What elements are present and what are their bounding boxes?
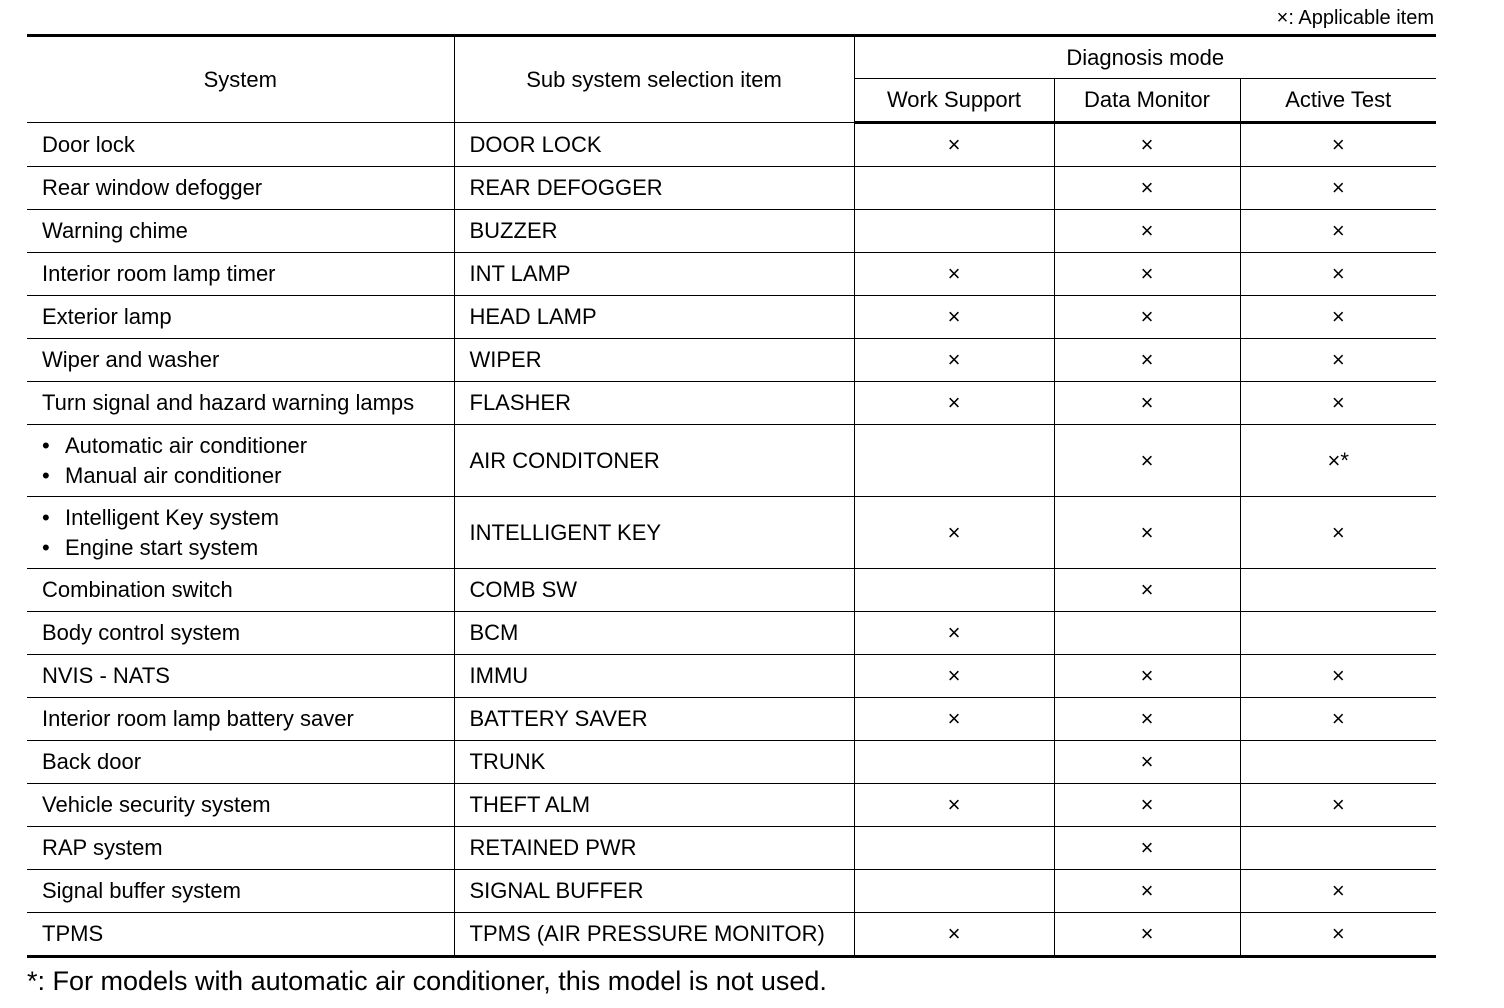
- data-monitor-cell: ×: [1054, 569, 1240, 612]
- active-test-cell: ×: [1240, 167, 1436, 210]
- data-monitor-cell: ×: [1054, 698, 1240, 741]
- data-monitor-cell: ×: [1054, 784, 1240, 827]
- active-test-cell: ×: [1240, 382, 1436, 425]
- system-cell: Wiper and washer: [27, 339, 454, 382]
- sub-system-cell: DOOR LOCK: [454, 123, 854, 167]
- active-test-cell: ×: [1240, 210, 1436, 253]
- work-support-cell: [854, 210, 1054, 253]
- system-cell: Warning chime: [27, 210, 454, 253]
- table-header: [27, 36, 1436, 123]
- data-monitor-cell: ×: [1054, 870, 1240, 913]
- work-support-cell: ×: [854, 784, 1054, 827]
- data-monitor-cell: ×: [1054, 655, 1240, 698]
- data-monitor-cell: ×: [1054, 425, 1240, 497]
- sub-system-cell: BUZZER: [454, 210, 854, 253]
- work-support-cell: ×: [854, 253, 1054, 296]
- sub-system-cell: REAR DEFOGGER: [454, 167, 854, 210]
- table-row: [27, 296, 1436, 339]
- system-bullet-item: • Engine start system: [42, 533, 454, 563]
- system-bullet-item: • Intelligent Key system: [42, 503, 454, 533]
- table-row: [27, 253, 1436, 296]
- work-support-cell: [854, 167, 1054, 210]
- data-monitor-cell: ×: [1054, 123, 1240, 167]
- data-monitor-cell: ×: [1054, 382, 1240, 425]
- active-test-cell: ×: [1240, 497, 1436, 569]
- sub-system-cell: THEFT ALM: [454, 784, 854, 827]
- work-support-cell: ×: [854, 913, 1054, 957]
- data-monitor-cell: ×: [1054, 167, 1240, 210]
- column-header-work-support: Work Support: [854, 79, 1054, 123]
- system-cell: Vehicle security system: [27, 784, 454, 827]
- data-monitor-cell: ×: [1054, 497, 1240, 569]
- work-support-cell: [854, 741, 1054, 784]
- table-row: [27, 210, 1436, 253]
- sub-system-cell: AIR CONDITONER: [454, 425, 854, 497]
- data-monitor-cell: [1054, 612, 1240, 655]
- table-row: [27, 655, 1436, 698]
- system-cell: Signal buffer system: [27, 870, 454, 913]
- table-row: [27, 612, 1436, 655]
- work-support-cell: [854, 425, 1054, 497]
- system-bullet-item: • Manual air conditioner: [42, 461, 454, 491]
- footnote: *: For models with automatic air conditioner, this model is not used.: [27, 966, 827, 996]
- work-support-cell: ×: [854, 296, 1054, 339]
- sub-system-cell: SIGNAL BUFFER: [454, 870, 854, 913]
- table-row: [27, 497, 1436, 569]
- diagnosis-mode-table: [27, 34, 1436, 958]
- sub-system-cell: COMB SW: [454, 569, 854, 612]
- data-monitor-cell: ×: [1054, 296, 1240, 339]
- column-header-system: System: [27, 36, 454, 123]
- work-support-cell: ×: [854, 497, 1054, 569]
- system-cell: Body control system: [27, 612, 454, 655]
- system-cell: [27, 425, 454, 497]
- work-support-cell: ×: [854, 123, 1054, 167]
- system-cell: Exterior lamp: [27, 296, 454, 339]
- table-row: [27, 827, 1436, 870]
- sub-system-cell: INT LAMP: [454, 253, 854, 296]
- column-header-data-monitor: Data Monitor: [1054, 79, 1240, 123]
- work-support-cell: ×: [854, 382, 1054, 425]
- sub-system-cell: BCM: [454, 612, 854, 655]
- table-row: [27, 698, 1436, 741]
- work-support-cell: [854, 870, 1054, 913]
- active-test-cell: ×: [1240, 296, 1436, 339]
- column-header-active-test: Active Test: [1240, 79, 1436, 123]
- data-monitor-cell: ×: [1054, 253, 1240, 296]
- active-test-cell: [1240, 612, 1436, 655]
- table-row: [27, 167, 1436, 210]
- table-row: [27, 382, 1436, 425]
- work-support-cell: ×: [854, 698, 1054, 741]
- system-bullet-item: • Automatic air conditioner: [42, 431, 454, 461]
- data-monitor-cell: ×: [1054, 741, 1240, 784]
- data-monitor-cell: ×: [1054, 339, 1240, 382]
- active-test-cell: ×: [1240, 655, 1436, 698]
- table-row: [27, 339, 1436, 382]
- table-row: [27, 870, 1436, 913]
- data-monitor-cell: ×: [1054, 210, 1240, 253]
- system-cell: Turn signal and hazard warning lamps: [27, 382, 454, 425]
- table-row: [27, 123, 1436, 167]
- system-cell: NVIS - NATS: [27, 655, 454, 698]
- data-monitor-cell: ×: [1054, 913, 1240, 957]
- table-row: [27, 784, 1436, 827]
- active-test-cell: ×: [1240, 784, 1436, 827]
- active-test-cell: ×: [1240, 913, 1436, 957]
- system-cell: [27, 497, 454, 569]
- active-test-cell: ×: [1240, 870, 1436, 913]
- active-test-cell: [1240, 827, 1436, 870]
- table-row: [27, 913, 1436, 957]
- table-row: [27, 741, 1436, 784]
- sub-system-cell: RETAINED PWR: [454, 827, 854, 870]
- sub-system-cell: BATTERY SAVER: [454, 698, 854, 741]
- active-test-cell: ×: [1240, 253, 1436, 296]
- work-support-cell: [854, 827, 1054, 870]
- table-row: [27, 425, 1436, 497]
- active-test-cell: [1240, 741, 1436, 784]
- active-test-cell: ×*: [1240, 425, 1436, 497]
- system-cell: Combination switch: [27, 569, 454, 612]
- work-support-cell: ×: [854, 655, 1054, 698]
- system-cell: Rear window defogger: [27, 167, 454, 210]
- active-test-cell: ×: [1240, 339, 1436, 382]
- system-cell: Interior room lamp battery saver: [27, 698, 454, 741]
- sub-system-cell: WIPER: [454, 339, 854, 382]
- column-header-diagnosis-mode: Diagnosis mode: [854, 36, 1436, 79]
- system-cell: Back door: [27, 741, 454, 784]
- data-monitor-cell: ×: [1054, 827, 1240, 870]
- table-body: [27, 123, 1436, 957]
- work-support-cell: [854, 569, 1054, 612]
- system-cell: Door lock: [27, 123, 454, 167]
- sub-system-cell: HEAD LAMP: [454, 296, 854, 339]
- sub-system-cell: FLASHER: [454, 382, 854, 425]
- system-cell: TPMS: [27, 913, 454, 957]
- system-cell: Interior room lamp timer: [27, 253, 454, 296]
- active-test-cell: ×: [1240, 698, 1436, 741]
- work-support-cell: ×: [854, 339, 1054, 382]
- sub-system-cell: TPMS (AIR PRESSURE MONITOR): [454, 913, 854, 957]
- sub-system-cell: INTELLIGENT KEY: [454, 497, 854, 569]
- active-test-cell: ×: [1240, 123, 1436, 167]
- applicable-item-legend: ×: Applicable item: [1276, 7, 1434, 29]
- active-test-cell: [1240, 569, 1436, 612]
- column-header-sub-system: Sub system selection item: [454, 36, 854, 123]
- table-row: [27, 569, 1436, 612]
- system-cell: RAP system: [27, 827, 454, 870]
- sub-system-cell: IMMU: [454, 655, 854, 698]
- work-support-cell: ×: [854, 612, 1054, 655]
- sub-system-cell: TRUNK: [454, 741, 854, 784]
